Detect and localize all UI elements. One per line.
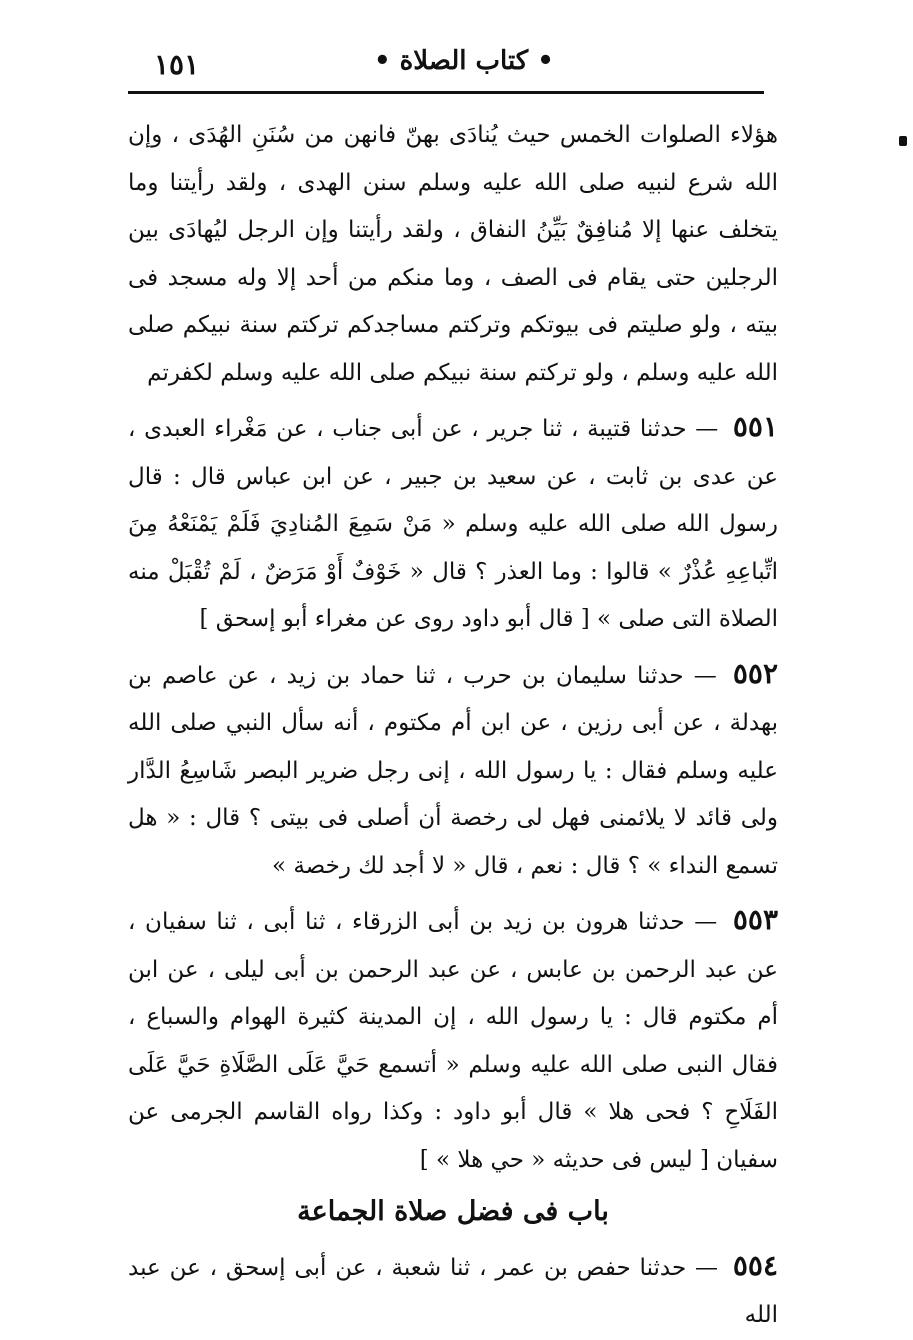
hadith-text: — حدثنا سليمان بن حرب ، ثنا حماد بن زيد ، عن عاصم بن بهدلة ، عن أبى رزين ، عن ابن أم مكتوم ، أنه سأل النبي صلى الله عليه وسلم فقال : يا رسول الله ، إنى رجل ضرير البصر شَاسِعُ الدَّار ولى قائد لا يلائمنى فهل لى رخصة أن أصلى فى بيتى ؟ قال : « هل تسمع النداء » ؟ قال : نعم ، قال « لا أجد لك رخصة »	[128, 662, 778, 879]
hadith-551	[128, 403, 778, 644]
hadith-number: ٥٥٢	[732, 656, 779, 690]
main-text	[128, 112, 778, 1340]
hadith-text: — حدثنا قتيبة ، ثنا جرير ، عن أبى جناب ، عن مَغْراء العبدى ، عن عدى بن ثابت ، عن سعيد بن جبير ، عن ابن عباس قال : قال رسول الله صلى الله عليه وسلم « مَنْ سَمِعَ المُنادِيَ فَلَمْ يَمْنَعْهُ مِنَ اتِّباعِهِ عُذْرٌ » قالوا : وما العذر ؟ قال « خَوْفٌ أَوْ مَرَضٌ ، لَمْ تُقْبَلْ منه الصلاة التى صلى » [ قال أبو داود روى عن مغراء أبو إسحق ]	[128, 416, 778, 632]
hadith-text: — حدثنا حفص بن عمر ، ثنا شعبة ، عن أبى إسحق ، عن عبد الله	[128, 1254, 778, 1328]
hadith-number: ٥٥١	[732, 410, 779, 443]
paragraph-continuation: هؤلاء الصلوات الخمس حيث يُنادَى بهنّ فانهن من سُنَنِ الهُدَى ، وإن الله شرع لنبيه صلى الله عليه وسلم سنن الهدى ، ولقد رأيتنا وما يتخلف عنها إلا مُنافِقٌ بَيِّنُ النفاق ، ولقد رأيتنا وإن الرجل ليُهادَى بين الرجلين حتى يقام فى الصف ، وما منكم من أحد إلا وله مسجد فى بيته ، ولو صليتم فى بيوتكم وتركتم مساجدكم تركتم سنة نبيكم صلى الله عليه وسلم ، ولو تركتم سنة نبيكم صلى الله عليه وسلم لكفرتم	[128, 122, 778, 386]
hadith-number: ٥٥٤	[732, 1248, 779, 1282]
chapter-heading: باب فى فضل صلاة الجماعة	[297, 1196, 609, 1227]
hadith-554	[128, 1242, 778, 1340]
margin-mark	[899, 136, 907, 146]
chapter-running-title: • كتاب الصلاة •	[374, 46, 554, 76]
hadith-text: — حدثنا هرون بن زيد بن أبى الزرقاء ، ثنا أبى ، ثنا سفيان ، عن عبد الرحمن بن عابس ، عن عبد الرحمن بن أبى ليلى ، عن ابن أم مكتوم قال : يا رسول الله ، إن المدينة كثيرة الهوام والسباع ، فقال النبى صلى الله عليه وسلم « أتسمع حَيَّ عَلَى الصَّلَاةِ حَيَّ عَلَى الفَلَاحِ ؟ فحى هلا » قال أبو داود : وكذا رواه القاسم الجرمى عن سفيان [ ليس فى حديثه « حي هلا » ]	[128, 909, 778, 1173]
page-number: ١٥١	[154, 48, 200, 81]
running-header	[128, 38, 764, 88]
hadith-552	[128, 650, 778, 891]
hadith-number: ٥٥٣	[732, 903, 778, 936]
hadith-553	[128, 896, 778, 1184]
header-rule	[128, 91, 764, 94]
